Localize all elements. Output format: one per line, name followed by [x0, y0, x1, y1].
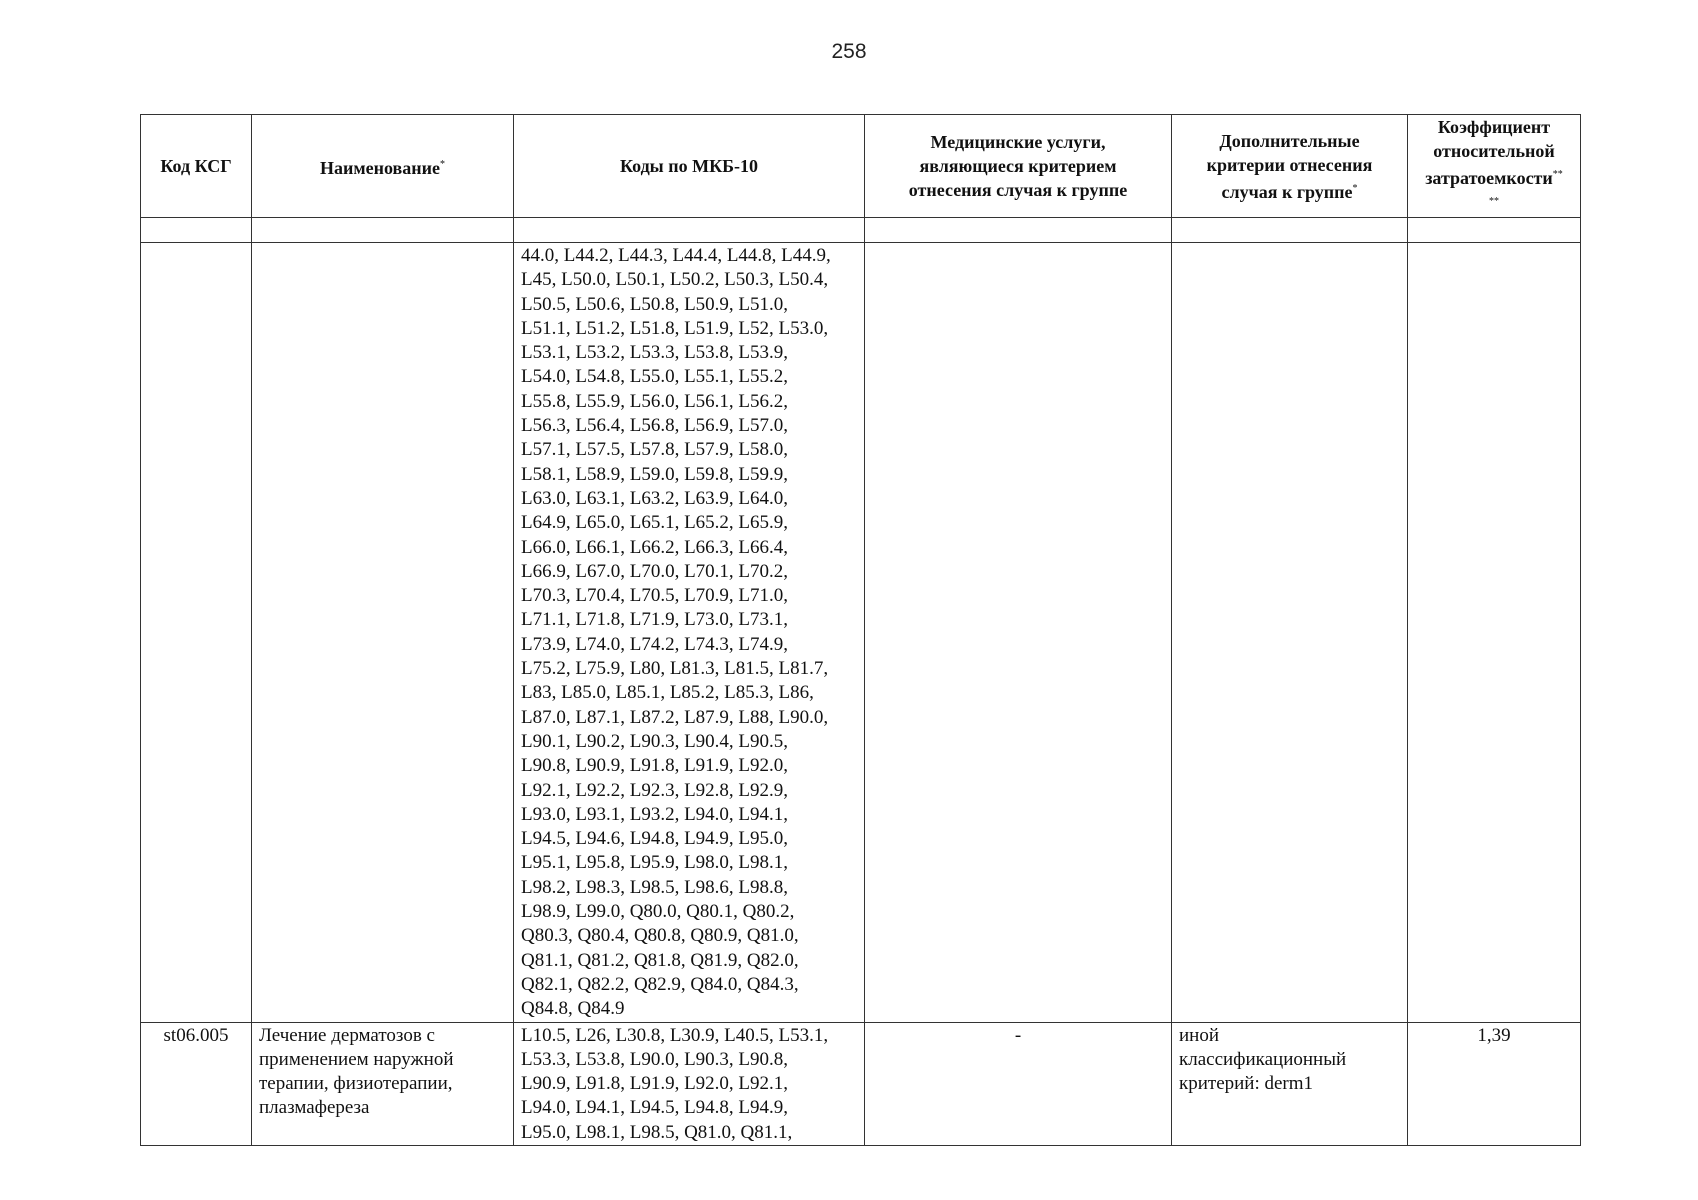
header-name: Наименование*	[252, 115, 514, 218]
empty-row	[141, 218, 1581, 243]
cell-coefficient	[1408, 243, 1581, 1023]
header-services: Медицинские услуги, являющиеся критерием отнесения случая к группе	[865, 115, 1172, 218]
footnote-mark: **	[1552, 169, 1563, 180]
header-coef: Коэффициент относительной затратоемкости** **	[1408, 115, 1581, 218]
table-row	[141, 243, 1581, 1023]
header-code: Код КСГ	[141, 115, 252, 218]
header-extra: Дополнительные критерии отнесения случая к группе*	[1172, 115, 1408, 218]
header-icd: Коды по МКБ-10	[514, 115, 865, 218]
ksg-table	[140, 114, 1581, 1146]
cell-services	[865, 243, 1172, 1023]
cell-code	[141, 243, 252, 1023]
cell-extra-criteria: иной классификационный критерий: derm1	[1172, 1022, 1408, 1145]
page-number: 258	[831, 40, 867, 63]
cell-coefficient: 1,39	[1408, 1022, 1581, 1145]
cell-services: -	[865, 1022, 1172, 1145]
cell-code: st06.005	[141, 1022, 252, 1145]
footnote-mark: *	[1352, 182, 1358, 194]
cell-extra-criteria	[1172, 243, 1408, 1023]
footnote-mark: *	[440, 158, 445, 170]
table-header-row	[141, 115, 1581, 218]
table-row	[141, 1022, 1581, 1145]
footnote-mark: **	[1489, 196, 1499, 207]
cell-icd-codes: 44.0, L44.2, L44.3, L44.4, L44.8, L44.9, L45, L50.0, L50.1, L50.2, L50.3, L50.4, L50.5, L50.6, L50.8, L50.9, L51.0, L51.1, L51.2, L51.8, L51.9, L52, L53.0, L53.1, L53.2, L53.3, L53.8, L53.9, L54.0, L54.8, L55.0, L55.1, L55.2, L55.8, L55.9, L56.0, L56.1, L56.2, L56.3, L56.4, L56.8, L56.9, L57.0, L57.1, L57.5, L57.8, L57.9, L58.0, L58.1, L58.9, L59.0, L59.8, L59.9, L63.0, L63.1, L63.2, L63.9, L64.0, L64.9, L65.0, L65.1, L65.2, L65.9, L66.0, L66.1, L66.2, L66.3, L66.4, L66.9, L67.0, L70.0, L70.1, L70.2, L70.3, L70.4, L70.5, L70.9, L71.0, L71.1, L71.8, L71.9, L73.0, L73.1, L73.9, L74.0, L74.2, L74.3, L74.9, L75.2, L75.9, L80, L81.3, L81.5, L81.7, L83, L85.0, L85.1, L85.2, L85.3, L86, L87.0, L87.1, L87.2, L87.9, L88, L90.0, L90.1, L90.2, L90.3, L90.4, L90.5, L90.8, L90.9, L91.8, L91.9, L92.0, L92.1, L92.2, L92.3, L92.8, L92.9, L93.0, L93.1, L93.2, L94.0, L94.1, L94.5, L94.6, L94.8, L94.9, L95.0, L95.1, L95.8, L95.9, L98.0, L98.1, L98.2, L98.3, L98.5, L98.6, L98.8, L98.9, L99.0, Q80.0, Q80.1, Q80.2, Q80.3, Q80.4, Q80.8, Q80.9, Q81.0, Q81.1, Q81.2, Q81.8, Q81.9, Q82.0, Q82.1, Q82.2, Q82.9, Q84.0, Q84.3, Q84.8, Q84.9	[514, 243, 865, 1023]
cell-icd-codes: L10.5, L26, L30.8, L30.9, L40.5, L53.1, L53.3, L53.8, L90.0, L90.3, L90.8, L90.9, L91.8, L91.9, L92.0, L92.1, L94.0, L94.1, L94.5, L94.8, L94.9, L95.0, L98.1, L98.5, Q81.0, Q81.1,	[514, 1022, 865, 1145]
cell-name: Лечение дерматозов с применением наружной терапии, физиотерапии, плазмафереза	[252, 1022, 514, 1145]
cell-name	[252, 243, 514, 1023]
